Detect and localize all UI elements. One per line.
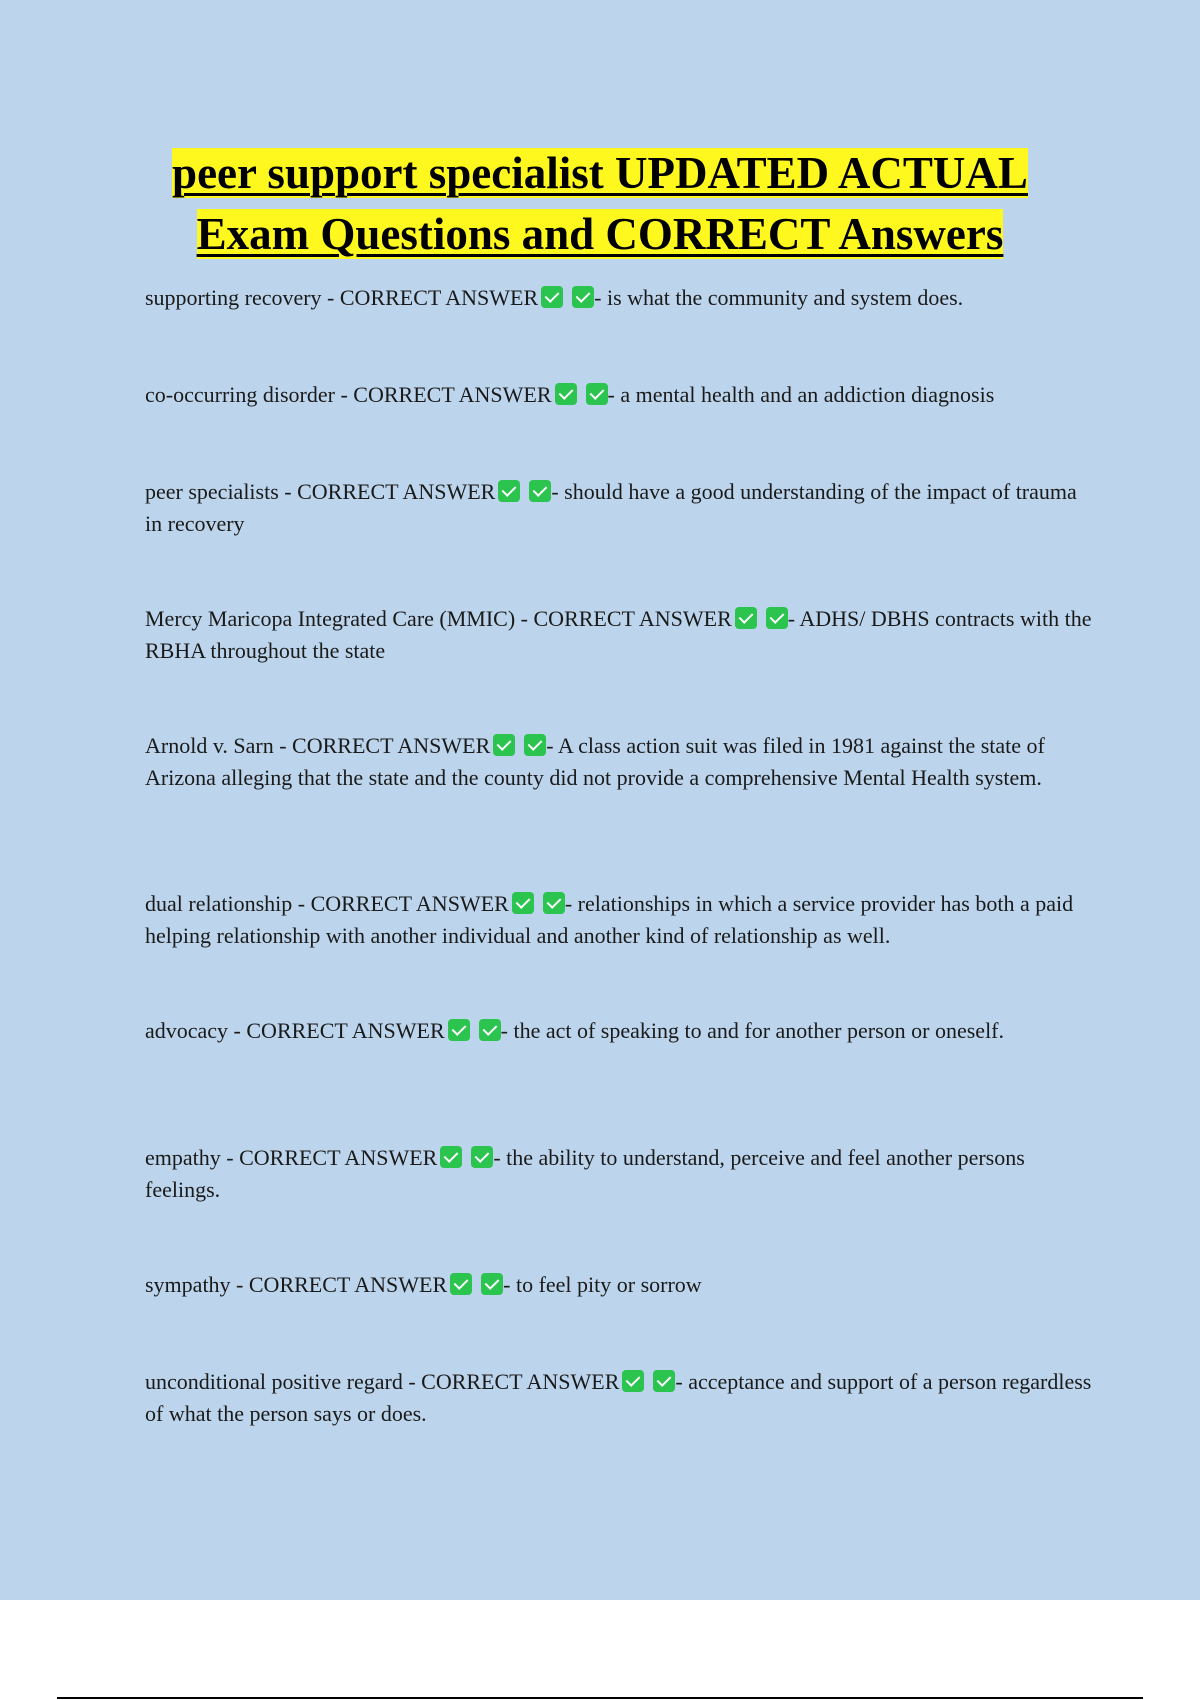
qa-item-dual-relationship bbox=[145, 888, 1095, 952]
check-box-icon bbox=[766, 607, 788, 629]
qa-answer: - relationships in which a service provider has both a paid helping relationship with another individual and another kind of relationship as well. bbox=[145, 891, 1074, 948]
qa-item-mmic bbox=[145, 603, 1095, 667]
qa-term: advocacy - CORRECT ANSWER bbox=[145, 1018, 445, 1043]
qa-term: unconditional positive regard - CORRECT ANSWER bbox=[145, 1369, 620, 1394]
check-box-icon bbox=[450, 1273, 472, 1295]
qa-term: co-occurring disorder - CORRECT ANSWER bbox=[145, 382, 552, 407]
qa-term: empathy - CORRECT ANSWER bbox=[145, 1145, 438, 1170]
check-box-icon bbox=[541, 286, 563, 308]
check-box-icon bbox=[493, 734, 515, 756]
check-box-icon bbox=[572, 286, 594, 308]
check-box-icon bbox=[622, 1370, 644, 1392]
check-box-icon bbox=[440, 1146, 462, 1168]
check-box-icon bbox=[735, 607, 757, 629]
check-box-icon bbox=[555, 383, 577, 405]
qa-term: Arnold v. Sarn - CORRECT ANSWER bbox=[145, 733, 491, 758]
qa-item-supporting-recovery bbox=[145, 282, 1095, 314]
qa-answer: - a mental health and an addiction diagnosis bbox=[607, 382, 995, 407]
qa-item-empathy bbox=[145, 1142, 1095, 1206]
check-box-icon bbox=[448, 1019, 470, 1041]
check-box-icon bbox=[524, 734, 546, 756]
qa-answer: - to feel pity or sorrow bbox=[503, 1272, 702, 1297]
check-box-icon bbox=[481, 1273, 503, 1295]
qa-term: supporting recovery - CORRECT ANSWER bbox=[145, 285, 539, 310]
qa-term: dual relationship - CORRECT ANSWER bbox=[145, 891, 509, 916]
title-line-2: Exam Questions and CORRECT Answers bbox=[196, 209, 1004, 259]
qa-answer: - the ability to understand, perceive and feel another persons feelings. bbox=[145, 1145, 1025, 1202]
qa-term: peer specialists - CORRECT ANSWER bbox=[145, 479, 496, 504]
qa-answer: - ADHS/ DBHS contracts with the RBHA throughout the state bbox=[145, 606, 1092, 663]
footer-divider bbox=[57, 1697, 1143, 1699]
qa-item-advocacy bbox=[145, 1015, 1095, 1047]
check-box-icon bbox=[471, 1146, 493, 1168]
qa-term: Mercy Maricopa Integrated Care (MMIC) - CORRECT ANSWER bbox=[145, 606, 732, 631]
qa-answer: - the act of speaking to and for another person or oneself. bbox=[500, 1018, 1005, 1043]
check-box-icon bbox=[512, 892, 534, 914]
check-box-icon bbox=[543, 892, 565, 914]
qa-answer: - A class action suit was filed in 1981 against the state of Arizona alleging that the state and the county did not provide a comprehensive Mental Health system. bbox=[145, 733, 1045, 790]
qa-item-sympathy bbox=[145, 1269, 1095, 1301]
qa-item-unconditional-positive-regard bbox=[145, 1366, 1095, 1430]
qa-answer: - acceptance and support of a person regardless of what the person says or does. bbox=[145, 1369, 1092, 1426]
qa-item-co-occurring-disorder bbox=[145, 379, 1095, 411]
page-title bbox=[0, 143, 1200, 265]
qa-item-peer-specialists bbox=[145, 476, 1095, 540]
check-box-icon bbox=[479, 1019, 501, 1041]
check-box-icon bbox=[586, 383, 608, 405]
qa-term: sympathy - CORRECT ANSWER bbox=[145, 1272, 448, 1297]
qa-item-arnold-v-sarn bbox=[145, 730, 1095, 794]
qa-answer: - is what the community and system does. bbox=[594, 285, 964, 310]
qa-answer: - should have a good understanding of the impact of trauma in recovery bbox=[145, 479, 1077, 536]
title-line-1: peer support specialist UPDATED ACTUAL bbox=[172, 148, 1028, 198]
check-box-icon bbox=[498, 480, 520, 502]
check-box-icon bbox=[653, 1370, 675, 1392]
check-box-icon bbox=[529, 480, 551, 502]
